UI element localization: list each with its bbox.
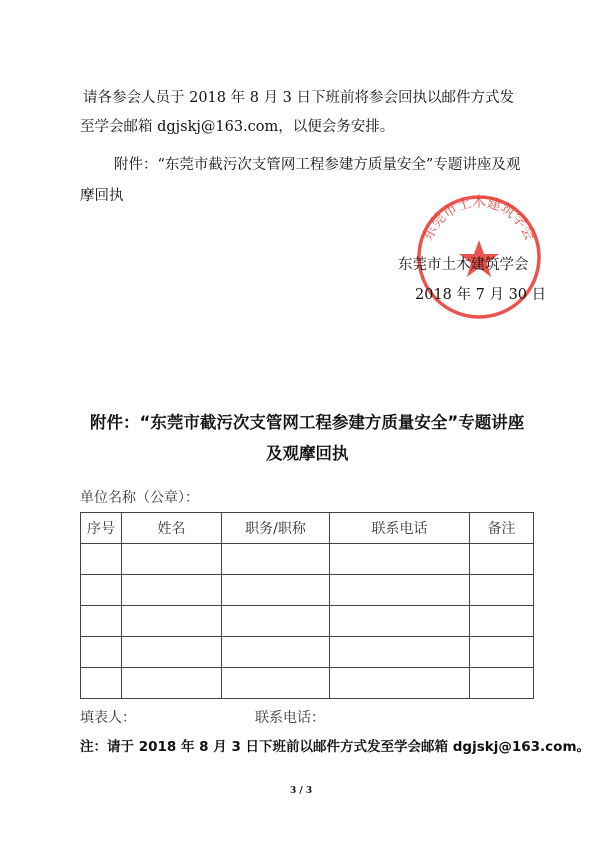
header-index: 序号	[81, 513, 122, 544]
paragraph-2-line-1: 附件：“东莞市截污次支管网工程参建方质量安全”专题讲座及观	[114, 157, 521, 173]
signature-organization: 东莞市土木建筑学会	[398, 257, 529, 273]
table-cell	[330, 668, 470, 699]
header-name: 姓名	[122, 513, 222, 544]
table-row	[81, 575, 534, 606]
phone-label: 联系电话：	[255, 710, 325, 726]
paragraph-2-line-2: 摩回执	[80, 188, 124, 204]
attachment-title-line-2: 及观摩回执	[266, 444, 349, 463]
table-cell	[81, 575, 122, 606]
table-header-row	[81, 513, 534, 544]
table-row	[81, 544, 534, 575]
header-phone: 联系电话	[330, 513, 470, 544]
paragraph-1-line-2: 至学会邮箱 dgjskj@163.com，以便会务安排。	[80, 119, 395, 135]
table-cell	[122, 575, 222, 606]
table-cell	[330, 637, 470, 668]
table-cell	[122, 606, 222, 637]
table-cell	[122, 637, 222, 668]
table-cell	[222, 637, 330, 668]
table-cell	[470, 668, 534, 699]
table-cell	[330, 575, 470, 606]
table-row	[81, 637, 534, 668]
table-cell	[470, 544, 534, 575]
table-cell	[470, 606, 534, 637]
receipt-table	[80, 512, 534, 699]
unit-name-label: 单位名称（公章）：	[80, 490, 199, 506]
seal-lettering: 东莞市土木建筑学会	[420, 194, 538, 243]
table-row	[81, 668, 534, 699]
filler-label: 填表人：	[80, 710, 136, 726]
attachment-title-line-1: 附件：“东莞市截污次支管网工程参建方质量安全”专题讲座	[90, 413, 525, 432]
page-number: 3 / 3	[290, 786, 313, 796]
table-row	[81, 606, 534, 637]
table-cell	[81, 606, 122, 637]
table-cell	[222, 544, 330, 575]
table-cell	[122, 544, 222, 575]
table-cell	[81, 668, 122, 699]
table-cell	[222, 606, 330, 637]
signature-date: 2018 年 7 月 30 日	[415, 287, 547, 303]
table-cell	[222, 668, 330, 699]
header-remarks: 备注	[470, 513, 534, 544]
table-cell	[470, 575, 534, 606]
table-cell	[122, 668, 222, 699]
paragraph-1-line-1: 请各参会人员于 2018 年 8 月 3 日下班前将参会回执以邮件方式发	[83, 90, 515, 106]
table-cell	[470, 637, 534, 668]
header-position: 职务/职称	[222, 513, 330, 544]
table-cell	[330, 606, 470, 637]
table-cell	[81, 544, 122, 575]
note-text: 注：请于 2018 年 8 月 3 日下班前以邮件方式发至学会邮箱 dgjskj@163.com。	[80, 739, 591, 755]
table-cell	[81, 637, 122, 668]
table-cell	[222, 575, 330, 606]
table-cell	[330, 544, 470, 575]
